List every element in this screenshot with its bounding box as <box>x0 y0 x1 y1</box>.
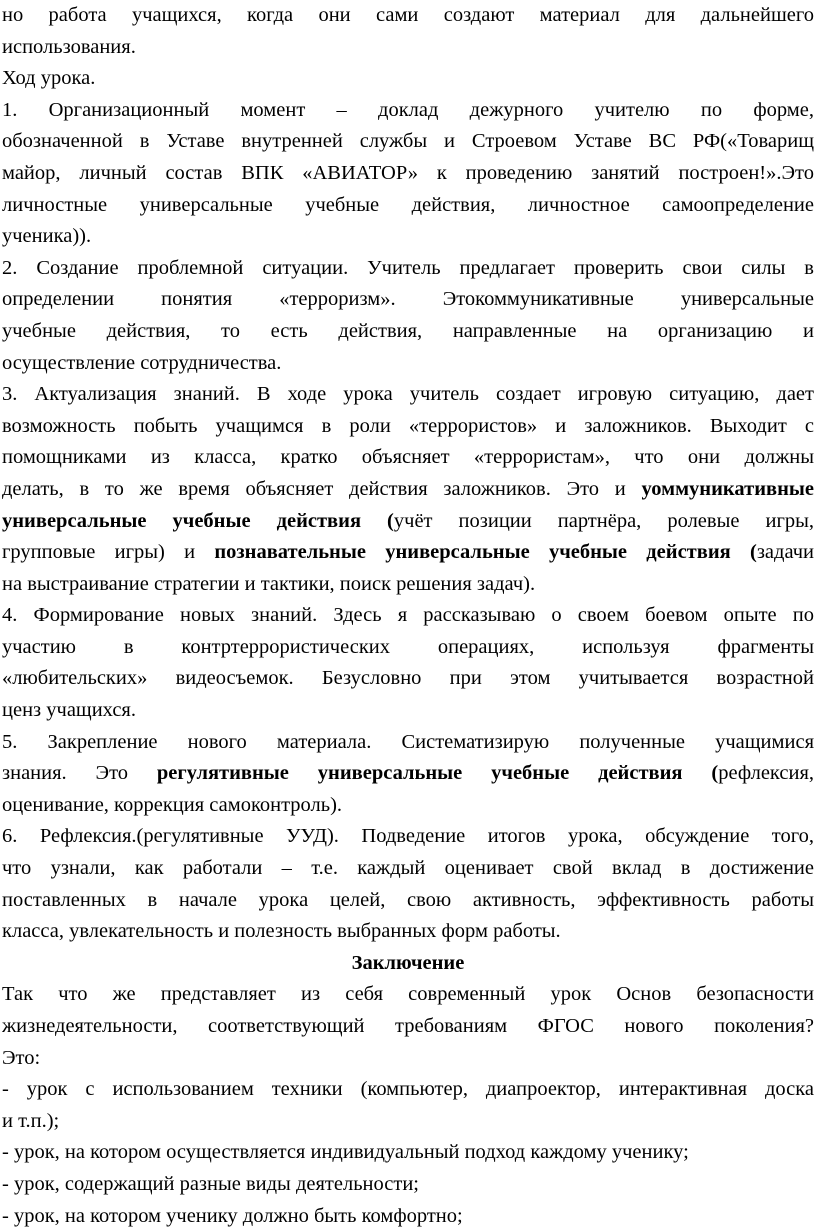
text-line <box>2 32 814 64</box>
text-line <box>2 253 814 285</box>
text-line <box>2 600 814 632</box>
text-segment: поставленных в начале урока целей, свою активность, эффективность работы <box>2 888 814 911</box>
section-heading-text: Заключение <box>351 951 465 974</box>
text-segment: ученика)). <box>2 225 92 248</box>
text-segment: учёт позиции партнёра, ролевые игры, <box>393 509 814 532</box>
text-segment: но работа учащихся, когда они сами создают материал для дальнейшего <box>2 4 814 26</box>
text-segment: и т.п.); <box>2 1109 60 1132</box>
text-line <box>2 1201 814 1232</box>
text-line <box>2 0 814 32</box>
text-segment: Это: <box>2 1046 41 1069</box>
text-line <box>2 474 814 506</box>
text-line <box>2 885 814 917</box>
text-line <box>2 348 814 380</box>
bold-text: универсальные учебные действия ( <box>2 509 394 532</box>
text-segment: осуществление сотрудничества. <box>2 351 282 374</box>
text-segment: 4. Формирование новых знаний. Здесь я рассказываю о своем боевом опыте по <box>2 604 814 627</box>
text-segment: задачи <box>756 541 814 564</box>
text-line <box>2 506 814 538</box>
text-segment: возможность побыть учащимся в роли «террористов» и заложников. Выходит с <box>2 414 814 437</box>
text-segment: майор, личный состав ВПК «АВИАТОР» к проведению занятий построен!».Это <box>2 161 814 184</box>
text-segment: - урок, содержащий разные виды деятельности; <box>2 1172 420 1195</box>
text-line <box>2 727 814 759</box>
text-segment: рефлексия, <box>718 762 814 785</box>
text-segment: учебные действия, то есть действия, направленные на организацию и <box>2 319 814 342</box>
text-line <box>2 821 814 853</box>
text-segment: знания. Это <box>2 762 157 785</box>
text-segment: помощниками из класса, кратко объясняет «террористам», что они должны <box>2 446 814 469</box>
text-segment: оценивание, коррекция самоконтроль). <box>2 793 343 816</box>
text-line <box>2 63 814 95</box>
text-segment: определении понятия «терроризм». Этокоммуникативные универсальные <box>2 288 814 311</box>
text-line <box>2 411 814 443</box>
text-segment: Так что же представляет из себя современный урок Основ безопасности <box>2 983 814 1006</box>
text-segment: класса, увлекательность и полезность выбранных форм работы. <box>2 920 561 943</box>
text-segment: использования. <box>2 35 136 58</box>
bold-text: познавательные универсальные учебные действия ( <box>214 541 757 564</box>
text-segment: делать, в то же время объясняет действия заложников. Это и <box>2 477 642 500</box>
text-line <box>2 979 814 1011</box>
text-segment: обозначенной в Уставе внутренней службы и Строевом Уставе ВС РФ(«Товарищ <box>2 130 814 153</box>
text-segment: - урок, на котором осуществляется индивидуальный подход каждому ученику; <box>2 1141 689 1164</box>
text-segment: участию в контртеррористических операциях, используя фрагменты <box>2 635 814 658</box>
text-line <box>2 1169 814 1201</box>
text-line <box>2 1106 814 1138</box>
text-line <box>2 853 814 885</box>
text-segment: что узнали, как работали – т.е. каждый оценивает свой вклад в достижение <box>2 857 814 880</box>
bold-text: регулятивные универсальные учебные действия ( <box>156 762 719 785</box>
text-line <box>2 284 814 316</box>
section-heading <box>2 948 814 980</box>
text-segment: на выстраивание стратегии и тактики, поиск решения задач). <box>2 572 536 595</box>
text-segment: Ход урока. <box>2 67 96 90</box>
text-segment: 2. Создание проблемной ситуации. Учитель предлагает проверить свои силы в <box>2 256 814 279</box>
text-line <box>2 1043 814 1075</box>
text-segment: 3. Актуализация знаний. В ходе урока учитель создает игровую ситуацию, дает <box>2 383 814 406</box>
text-segment: 5. Закрепление нового материала. Систематизирую полученные учащимися <box>2 730 814 753</box>
text-line <box>2 916 814 948</box>
text-line <box>2 1011 814 1043</box>
text-line <box>2 695 814 727</box>
text-line <box>2 126 814 158</box>
text-line <box>2 379 814 411</box>
text-segment: групповые игры) и <box>2 541 215 564</box>
text-line <box>2 569 814 601</box>
text-line <box>2 537 814 569</box>
text-segment: жизнедеятельности, соответствующий требованиям ФГОС нового поколения? <box>2 1015 814 1037</box>
text-segment: 1. Организационный момент – доклад дежурного учителю по форме, <box>2 98 814 121</box>
text-line <box>2 316 814 348</box>
text-line <box>2 1137 814 1169</box>
document-body <box>2 0 814 1232</box>
text-line <box>2 790 814 822</box>
text-segment: личностные универсальные учебные действия, личностное самоопределение <box>2 193 814 216</box>
text-line <box>2 95 814 127</box>
text-segment: «любительских» видеосъемок. Безусловно при этом учитывается возрастной <box>2 667 814 690</box>
text-line <box>2 663 814 695</box>
text-segment: 6. Рефлексия.(регулятивные УУД). Подведение итогов урока, обсуждение того, <box>2 825 814 848</box>
text-line <box>2 1074 814 1106</box>
text-segment: - урок с использованием техники (компьютер, диапроектор, интерактивная доска <box>2 1078 814 1101</box>
bold-text: уоммуникативные <box>641 477 814 500</box>
text-line <box>2 632 814 664</box>
text-segment: - урок, на котором ученику должно быть комфортно; <box>2 1204 463 1227</box>
text-line <box>2 221 814 253</box>
text-line <box>2 442 814 474</box>
text-line <box>2 758 814 790</box>
text-line <box>2 190 814 222</box>
text-segment: ценз учащихся. <box>2 699 136 722</box>
text-line <box>2 158 814 190</box>
